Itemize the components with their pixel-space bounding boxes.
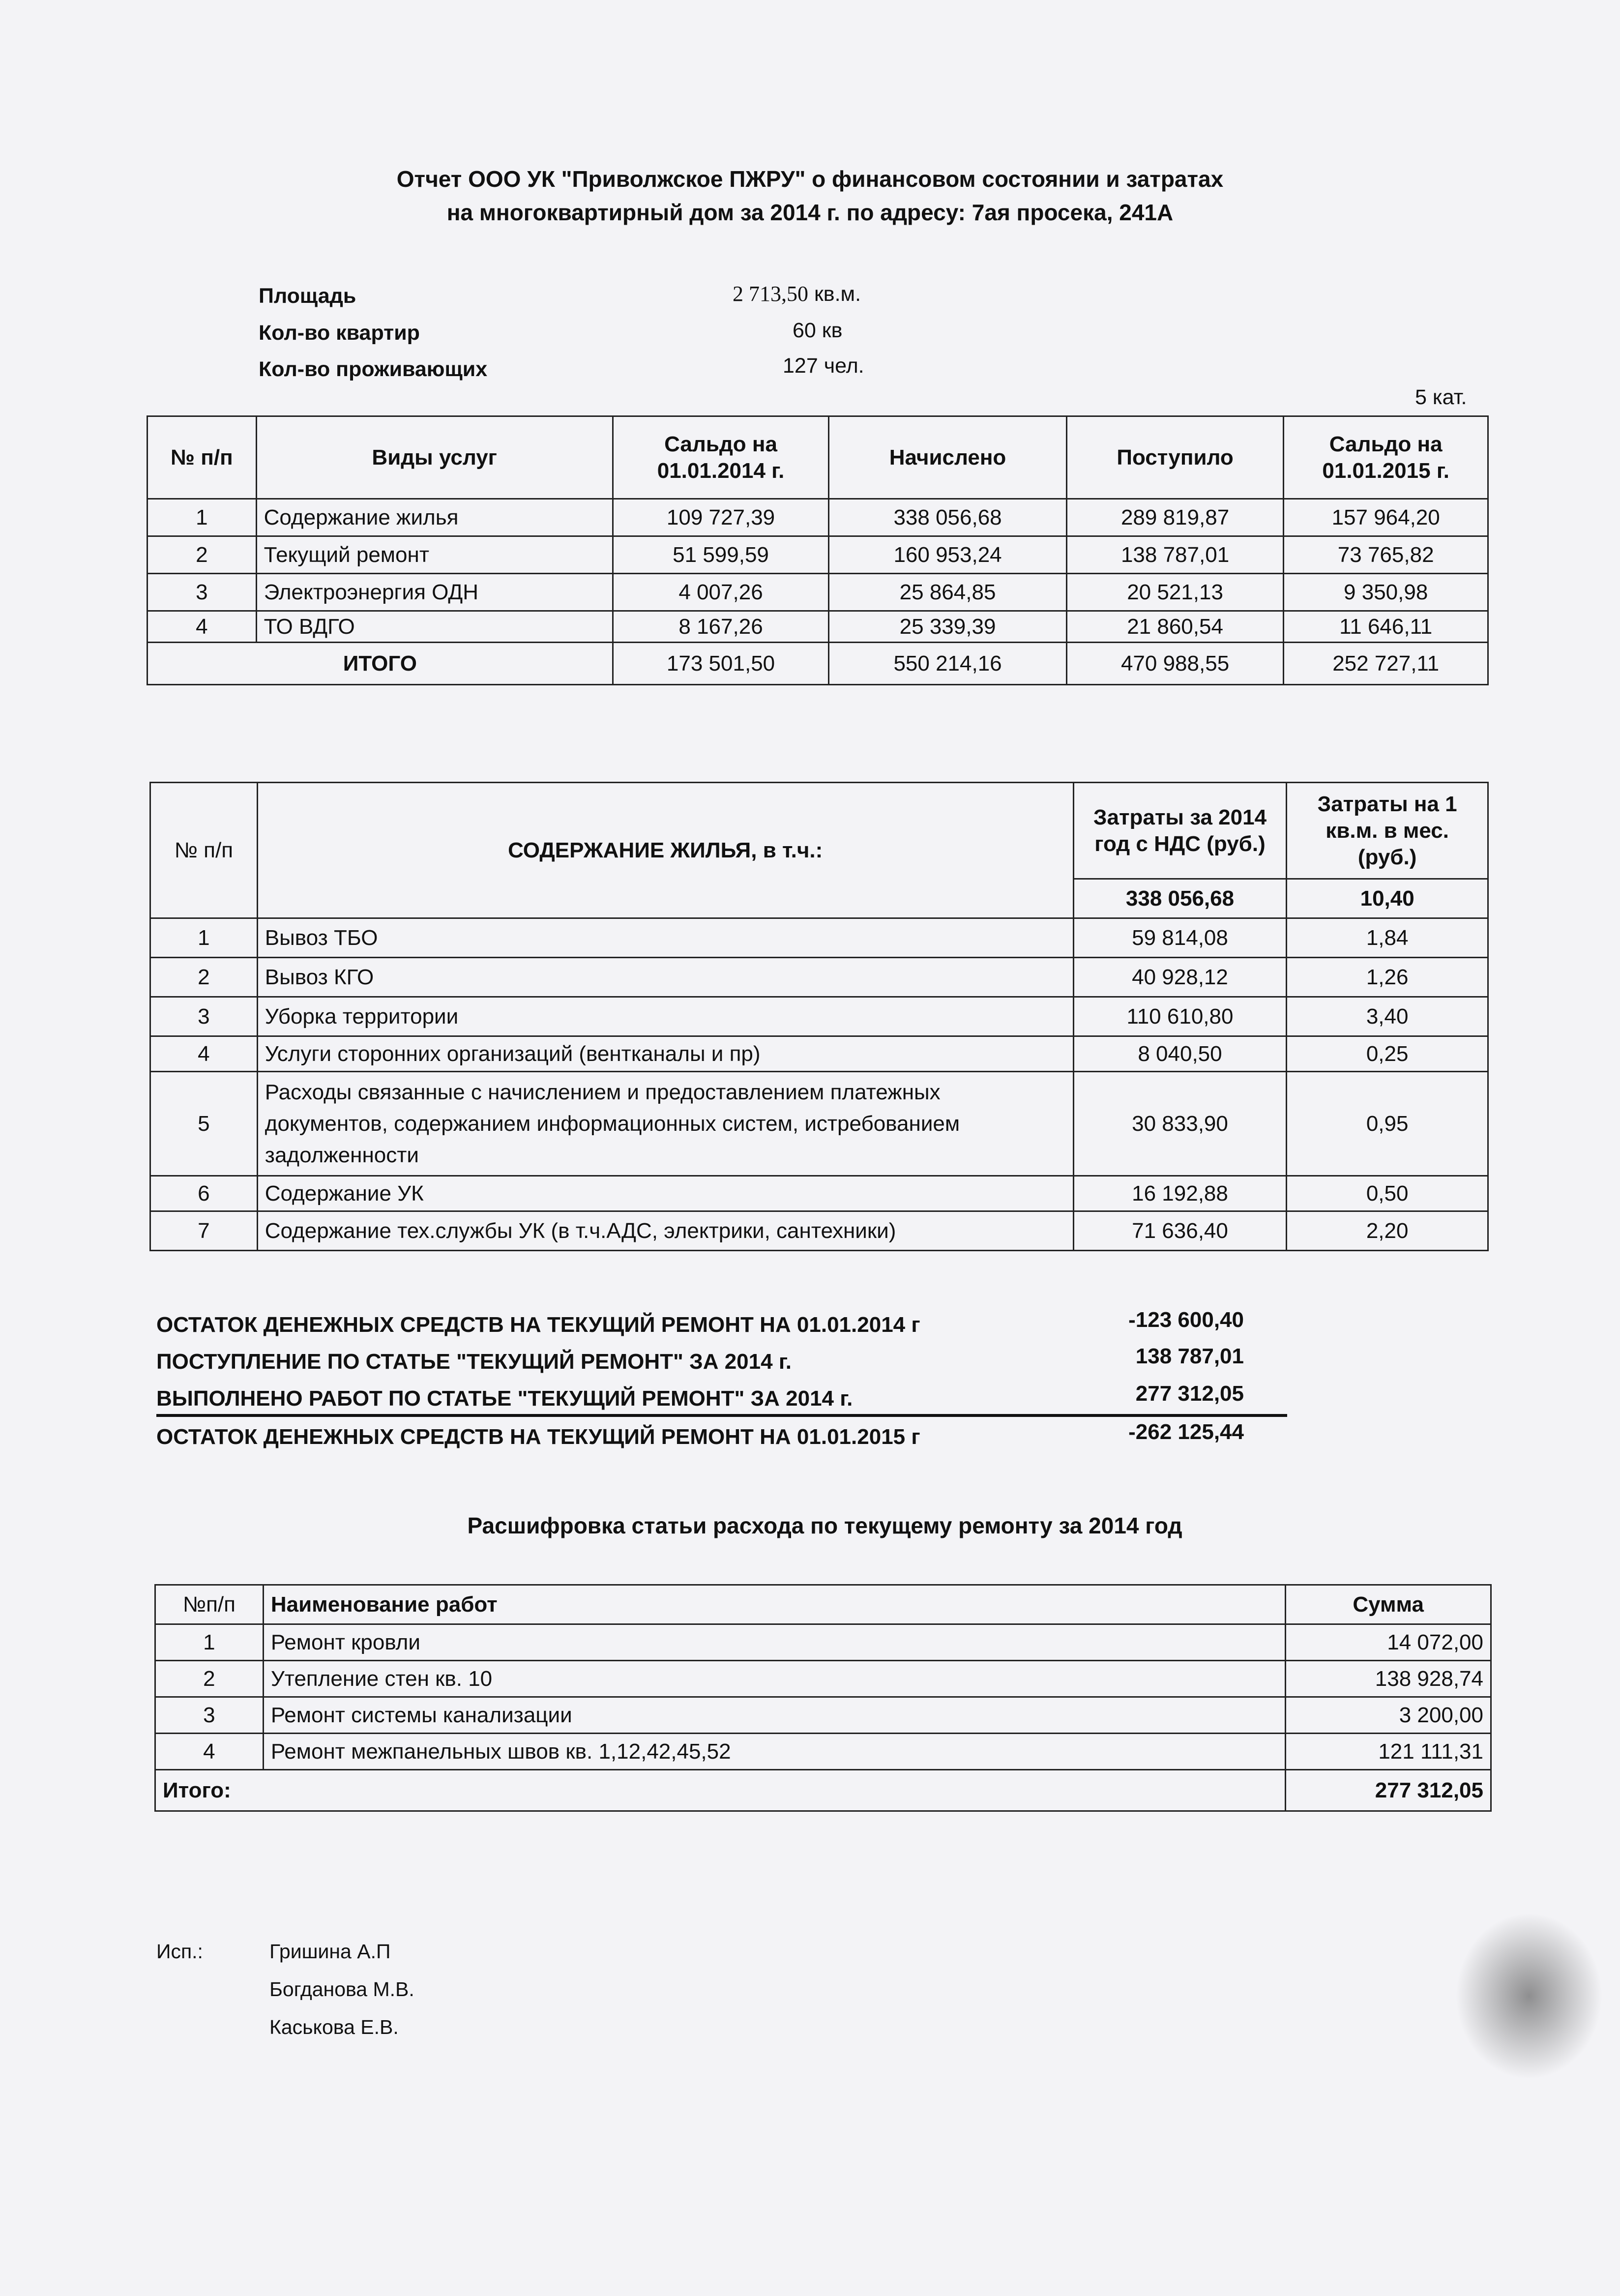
table-row (150, 1176, 1488, 1211)
total-received: 470 988,55 (1066, 643, 1284, 685)
col-header-work: Наименование работ (263, 1585, 1286, 1624)
cost-per-m2: 0,25 (1287, 1036, 1488, 1072)
area-label: Площадь (259, 284, 356, 308)
repair-table (154, 1584, 1492, 1812)
col-header-maintenance: СОДЕРЖАНИЕ ЖИЛЬЯ, в т.ч.: (257, 783, 1073, 918)
received: 289 819,87 (1066, 499, 1284, 536)
work-name: Ремонт межпанельных швов кв. 1,12,42,45,52 (263, 1734, 1286, 1770)
report-title-line-1: Отчет ООО УК "Приволжское ПЖРУ" о финансовом состоянии и затратах (396, 166, 1224, 192)
services-total-row (147, 643, 1488, 685)
saldo-end: 73 765,82 (1284, 536, 1488, 574)
signature-name: Богданова М.В. (269, 1978, 414, 2001)
row-num: 3 (150, 997, 258, 1036)
annual-cost: 59 814,08 (1073, 918, 1287, 958)
annual-cost: 71 636,40 (1073, 1211, 1287, 1251)
row-num: 1 (147, 499, 257, 536)
total-label: Итого: (155, 1770, 1286, 1811)
received: 20 521,13 (1066, 574, 1284, 611)
flats-label: Кол-во квартир (259, 321, 420, 345)
row-num: 1 (155, 1624, 264, 1661)
col-header-annual-cost: Затраты за 2014 год с НДС (руб.) (1073, 783, 1287, 879)
col-header-saldo-end: Сальдо на 01.01.2015 г. (1284, 416, 1488, 499)
saldo-end: 11 646,11 (1284, 611, 1488, 643)
col-header-cost-per-m2: Затраты на 1 кв.м. в мес. (руб.) (1287, 783, 1488, 879)
item-name: Услуги сторонних организаций (вентканалы и пр) (257, 1036, 1073, 1072)
residents-value: 127 (783, 354, 818, 378)
repair-income-label: ПОСТУПЛЕНИЕ ПО СТАТЬЕ "ТЕКУЩИЙ РЕМОНТ" ЗА 2014 г. (156, 1350, 792, 1374)
service-name: Электроэнергия ОДН (256, 574, 613, 611)
services-header-row (147, 416, 1488, 499)
col-header-sum: Сумма (1286, 1585, 1491, 1624)
repair-balance-end-label: ОСТАТОК ДЕНЕЖНЫХ СРЕДСТВ НА ТЕКУЩИЙ РЕМОНТ НА 01.01.2015 г (156, 1425, 920, 1449)
repair-balance-start-label: ОСТАТОК ДЕНЕЖНЫХ СРЕДСТВ НА ТЕКУЩИЙ РЕМОНТ НА 01.01.2014 г (156, 1313, 920, 1337)
signature-name: Каськова Е.В. (269, 2016, 399, 2038)
item-name: Содержание тех.службы УК (в т.ч.АДС, электрики, сантехники) (257, 1211, 1073, 1251)
flats-value: 60 (793, 319, 816, 342)
work-name: Ремонт кровли (263, 1624, 1286, 1661)
row-num: 2 (147, 536, 257, 574)
charged: 160 953,24 (829, 536, 1066, 574)
charged: 338 056,68 (829, 499, 1066, 536)
table-row (155, 1661, 1491, 1697)
item-name: Содержание УК (257, 1176, 1073, 1211)
table-row (155, 1697, 1491, 1734)
area-value: 2 713,50 (733, 282, 808, 306)
repair-total-row (155, 1770, 1491, 1811)
item-name: Уборка территории (257, 997, 1073, 1036)
row-num: 1 (150, 918, 258, 958)
total-saldo-end: 252 727,11 (1284, 643, 1488, 685)
col-header-service: Виды услуг (256, 416, 613, 499)
repair-header-row (155, 1585, 1491, 1624)
saldo-end: 157 964,20 (1284, 499, 1488, 536)
table-row (150, 1072, 1488, 1176)
services-table (147, 415, 1489, 685)
flats-value-group (793, 319, 842, 343)
col-header-received: Поступило (1066, 416, 1284, 499)
item-name: Расходы связанные с начислением и предоставлением платежных документов, содержанием информационных систем, истребованием задолженности (257, 1072, 1073, 1176)
table-row (155, 1734, 1491, 1770)
total-cost-per-m2: 10,40 (1287, 879, 1488, 918)
category-label: 5 кат. (1415, 385, 1467, 409)
received: 21 860,54 (1066, 611, 1284, 643)
table-row (150, 1036, 1488, 1072)
col-header-num: №п/п (155, 1585, 264, 1624)
annual-cost: 110 610,80 (1073, 997, 1287, 1036)
item-name: Вывоз ТБО (257, 918, 1073, 958)
saldo-start: 8 167,26 (613, 611, 829, 643)
table-row (147, 574, 1488, 611)
service-name: ТО ВДГО (256, 611, 613, 643)
annual-cost: 16 192,88 (1073, 1176, 1287, 1211)
repair-income-value: 138 787,01 (1135, 1344, 1244, 1368)
row-num: 5 (150, 1072, 258, 1176)
repair-done-value: 277 312,05 (1135, 1382, 1244, 1406)
cost-per-m2: 1,26 (1287, 958, 1488, 997)
annual-cost: 30 833,90 (1073, 1072, 1287, 1176)
table-row (147, 536, 1488, 574)
col-header-charged: Начислено (829, 416, 1066, 499)
table-row (150, 997, 1488, 1036)
cost-per-m2: 0,50 (1287, 1176, 1488, 1211)
work-sum: 14 072,00 (1286, 1624, 1491, 1661)
total-annual-cost: 338 056,68 (1073, 879, 1287, 918)
col-header-saldo-start: Сальдо на 01.01.2014 г. (613, 416, 829, 499)
received: 138 787,01 (1066, 536, 1284, 574)
signature-label: Исп.: (156, 1940, 203, 1963)
table-row (150, 958, 1488, 997)
residents-value-group (783, 354, 864, 378)
total-charged: 550 214,16 (829, 643, 1066, 685)
work-sum: 138 928,74 (1286, 1661, 1491, 1697)
saldo-start: 109 727,39 (613, 499, 829, 536)
scan-smudge (1455, 1913, 1603, 2080)
residents-label: Кол-во проживающих (259, 357, 488, 381)
table-row (150, 1211, 1488, 1251)
work-sum: 121 111,31 (1286, 1734, 1491, 1770)
repair-breakdown-title: Расшифровка статьи расхода по текущему ремонту за 2014 год (467, 1513, 1182, 1538)
row-num: 3 (147, 574, 257, 611)
table-row (155, 1624, 1491, 1661)
col-header-num: № п/п (147, 416, 257, 499)
row-num: 4 (155, 1734, 264, 1770)
cost-per-m2: 1,84 (1287, 918, 1488, 958)
work-name: Утепление стен кв. 10 (263, 1661, 1286, 1697)
charged: 25 339,39 (829, 611, 1066, 643)
row-num: 2 (150, 958, 258, 997)
repair-balance-end-value: -262 125,44 (1128, 1420, 1244, 1444)
saldo-start: 4 007,26 (613, 574, 829, 611)
row-num: 7 (150, 1211, 258, 1251)
row-num: 6 (150, 1176, 258, 1211)
row-num: 4 (150, 1036, 258, 1072)
charged: 25 864,85 (829, 574, 1066, 611)
total-sum: 277 312,05 (1286, 1770, 1491, 1811)
table-row (150, 918, 1488, 958)
cost-per-m2: 2,20 (1287, 1211, 1488, 1251)
flats-unit: кв (822, 319, 843, 342)
report-title-line-2: на многоквартирный дом за 2014 г. по адресу: 7ая просека, 241А (446, 200, 1174, 225)
repair-done-label: ВЫПОЛНЕНО РАБОТ ПО СТАТЬЕ "ТЕКУЩИЙ РЕМОНТ" ЗА 2014 г. (156, 1386, 853, 1411)
area-value-group (733, 281, 861, 306)
total-label: ИТОГО (147, 643, 613, 685)
work-name: Ремонт системы канализации (263, 1697, 1286, 1734)
annual-cost: 40 928,12 (1073, 958, 1287, 997)
row-num: 3 (155, 1697, 264, 1734)
saldo-end: 9 350,98 (1284, 574, 1488, 611)
total-saldo-start: 173 501,50 (613, 643, 829, 685)
cost-per-m2: 0,95 (1287, 1072, 1488, 1176)
residents-unit: чел. (824, 354, 864, 378)
service-name: Содержание жилья (256, 499, 613, 536)
saldo-start: 51 599,59 (613, 536, 829, 574)
col-header-num: № п/п (150, 783, 258, 918)
table-row (147, 611, 1488, 643)
maintenance-table (149, 782, 1489, 1251)
repair-balance-start-value: -123 600,40 (1128, 1308, 1244, 1332)
annual-cost: 8 040,50 (1073, 1036, 1287, 1072)
signature-name: Гришина А.П (269, 1940, 391, 1963)
balance-divider (156, 1414, 1287, 1417)
row-num: 2 (155, 1661, 264, 1697)
maintenance-header-row (150, 783, 1488, 879)
table-row (147, 499, 1488, 536)
cost-per-m2: 3,40 (1287, 997, 1488, 1036)
work-sum: 3 200,00 (1286, 1697, 1491, 1734)
area-unit: кв.м. (814, 282, 861, 306)
item-name: Вывоз КГО (257, 958, 1073, 997)
service-name: Текущий ремонт (256, 536, 613, 574)
row-num: 4 (147, 611, 257, 643)
